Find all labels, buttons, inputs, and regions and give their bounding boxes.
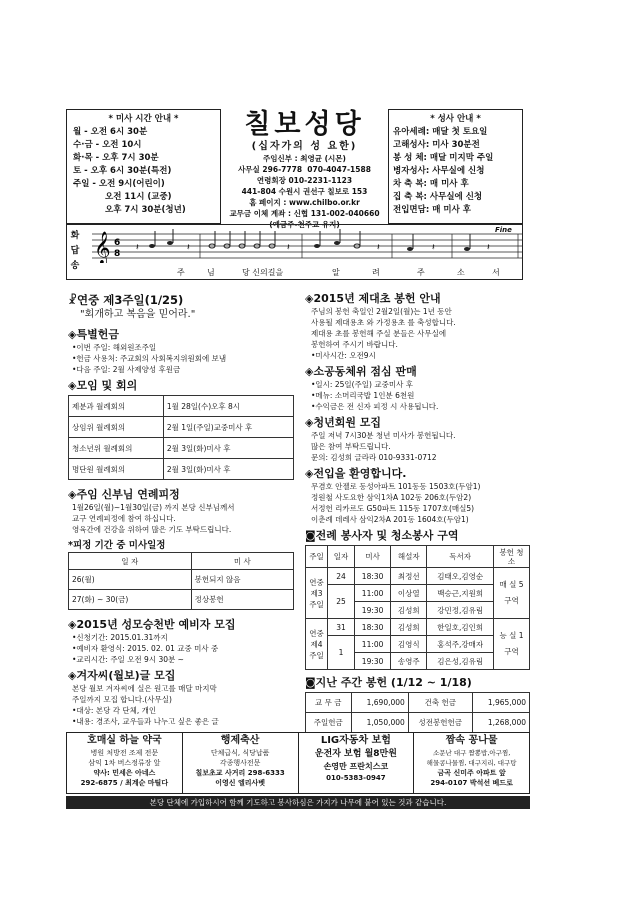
sale-title: ◈소공동체위 점심 판매 [305,365,417,378]
blessing-title: ◈2015년 제대초 봉헌 안내 [305,292,441,305]
ads-row [66,732,530,794]
svg-text:𝄞: 𝄞 [94,231,111,263]
office-phone: 사무실 296-7778 [238,165,303,174]
altar-table [305,545,530,670]
sacrament-box [388,109,523,224]
table-cell: 김태오,김영순 [427,568,494,585]
collection-line: •헌금 사용처: 주교회의 사회복지위원회에 보냄 [72,354,227,363]
table-row [69,570,294,590]
account: 교무금 이체 계좌 : 신협 131-002-040660 [229,209,380,218]
table-header: 봉헌 청소 [494,546,530,568]
lyric: 알 [332,268,340,277]
table-cell: 2월 3일(화)미사 후 [163,459,293,480]
collection-line: •다음 주일: 2월 사제양성 후원금 [72,365,181,374]
table-cell: 제분과 월례회의 [69,396,164,417]
sacrament-line: 봉 성 체: 매달 미지막 주일 [393,153,494,163]
table-cell: 18:30 [355,568,391,585]
retreat-line: 영육간에 건강을 위하여 많은 기도 부탁드립니다. [72,525,232,534]
sunday-title-text: 연중 제3주일(1/25) [77,293,184,307]
collection-title: ◈특별헌금 [68,328,119,341]
welcome-line: 정원철 사도요한 삼익1차A 102동 206호(두암2) [311,493,472,502]
hymn-box [66,224,523,280]
table-row [69,459,294,480]
welcome-line: 이춘례 데레사 삼익2차A 201동 1604호(두암1) [311,515,469,524]
table-cell: 강민정,김유림 [427,602,494,619]
ad-name: LIG자동차 보험 [320,735,391,746]
table-header: 미 사 [191,553,293,570]
blessing-line: •미사시간: 오전9시 [311,351,376,360]
table-cell: 1,268,000 [472,713,529,733]
left-column [68,292,296,727]
altar-title: ◙전례 봉사자 및 청소봉사 구역 [305,529,459,542]
ad-line: 칠보초교 사거리 298-6333 [195,769,285,777]
table-cell: 홍석주,강매자 [427,636,494,653]
meetings-title: ◈모임 및 회의 [68,379,138,392]
table-cell: 주일헌금 [306,713,352,733]
table-cell: 26(월) [69,570,192,590]
ad-line: 이영신 엘리사벳 [215,779,266,787]
table-cell: 24 [328,568,355,585]
retreat-line: 교구 연례피정에 참여 하십니다. [72,514,176,523]
lyric: 주 [177,268,185,277]
youth-line: 문의: 김성희 글라라 010-9331-0712 [311,453,437,462]
svg-text:𝄽: 𝄽 [432,243,435,253]
footer-banner: 본당 단체에 가입하시어 함께 기도하고 봉사하심은 가지가 나무에 붙어 있는 것과 같습니다. [66,796,530,809]
mass-line: 수·금 - 오전 10시 [73,140,142,150]
table-header: 일 자 [69,553,192,570]
table-cell: 1,690,000 [351,693,408,713]
table-header: 해설자 [391,546,427,568]
table-cell: 19:30 [355,653,391,670]
sacrament-line: 고해성사: 미사 30분전 [393,140,480,150]
table-row [69,590,294,610]
mustard-line: 본당 월보 겨자씨에 실은 원고를 매달 마지막 [72,684,217,693]
ad-name: 호매실 하늘 약국 [87,735,162,746]
youth-title: ◈청년회원 모집 [305,416,382,429]
address: 441-804 수원시 권선구 칠보로 153 [241,187,368,196]
hymn-label: 답 [70,246,80,256]
table-row [69,553,294,570]
blessing-line: 제대용 초를 봉헌해 주실 분들은 사무실에 [311,329,447,338]
account-holder: (예금주-천주교 유지) [269,220,340,229]
ad-line: 각종행사전문 [219,759,261,767]
church-subtitle: (십자가의 성 요한) [251,141,358,152]
table-cell: 성전봉헌헌금 [408,713,472,733]
homepage-link[interactable]: 홈 페이지 : www.chilbo.or.kr [249,198,360,207]
sacrament-line: 병자성사: 사무실에 신청 [393,166,485,176]
ad-line: 단체급식, 식당납품 [210,749,270,757]
retreat-subtitle: *피정 기간 중 미사일정 [68,540,166,551]
table-cell: 김성희 [391,619,427,636]
pilgrim-line: •예비자 환영식: 2015. 02. 01 교중 미사 중 [72,644,219,653]
table-cell: 25 [328,585,355,619]
table-cell: 매 실 5구역 [494,568,530,619]
mustard-line: 주일까지 모집 합니다.(사무실) [72,695,172,704]
welcome-line: 무겸호 안젤로 동성아파트 101동동 1503호(두암1) [311,482,481,491]
table-cell: 교 무 금 [306,693,352,713]
blessing-line: 주님의 봉헌 축일인 2월2일(월)는 1년 동안 [311,307,452,316]
table-cell: 1월 28일(수)오후 8시 [163,396,293,417]
ad-line: 병원 처방전 조제 전문 [90,749,159,757]
fax: 070-4047-1588 [307,165,371,174]
table-row [69,438,294,459]
ad-line: 소문난 대구 짬뽕밥,아구찜, [432,749,511,757]
blessing-line: 봉헌하여 주시기 바랍니다. [311,340,398,349]
table-cell: 1 [328,636,355,670]
table-cell: 1,050,000 [351,713,408,733]
table-cell: 31 [328,619,355,636]
pastor: 주임신부 : 최영균 (시몬) [263,154,346,163]
offering-title: ◙지난 주간 봉헌 (1/12 ~ 1/18) [305,676,472,689]
table-cell: 한일호,김인희 [427,619,494,636]
ad-line: 약사: 민세은 아네스 [93,769,156,777]
mass-times-box [66,109,221,224]
hymn-label: 화 [70,231,80,241]
lyric: 주 [417,268,425,277]
table-header: 일자 [328,546,355,568]
ad-line: 손영만 프란치스코 [323,762,389,771]
retreat-title: ◈주임 신부님 연례피정 [68,488,180,501]
ad-line: 294-0107 박석선 베드로 [430,779,513,787]
mass-line: 오후 7시 30분(청년) [105,205,186,215]
sale-line: •메뉴: 소머리국밥 1인분 6천원 [311,391,415,400]
table-row [69,417,294,438]
lyric: 려 [372,268,380,277]
contact: 연령회장 010-2231-1123 [256,176,353,185]
mass-line: 화·목 - 오후 7시 30분 [73,153,159,163]
pilgrim-line: •교리시간: 주일 오전 9시 30분 ~ [72,655,184,664]
ad-line: 292-6875 / 최계순 마틸다 [80,779,169,787]
church-header [221,109,388,229]
svg-text:𝄽: 𝄽 [136,243,139,253]
table-cell: 청소년위 월례회의 [69,438,164,459]
table-cell: 백승근,지원희 [427,585,494,602]
table-header: 미사 [355,546,391,568]
mass-line: 월 - 오전 6시 30분 [73,127,148,137]
ad-name: 행제축산 [220,735,260,746]
table-cell: 상임위 월례회의 [69,417,164,438]
table-cell: 정상봉헌 [191,590,293,610]
table-cell: 건축 헌금 [408,693,472,713]
table-row [306,619,530,636]
ad-line: 010-5383-0947 [326,774,386,782]
sacrament-title: * 성사 안내 * [430,114,481,124]
table-row [69,396,294,417]
pilgrim-title: ◈2015년 성모승천반 예비자 모집 [68,618,236,631]
table-cell: 김은성,김유림 [427,653,494,670]
ad-butcher [183,733,299,793]
table-cell: 김영식 [391,636,427,653]
table-row [306,713,530,733]
mass-line: 오전 11시 (교중) [105,192,172,202]
sunday-title: ☧연중 제3주일(1/25) [68,293,184,307]
table-row [306,693,530,713]
sunday-motto: "회개하고 복음을 믿어라." [80,309,196,320]
retreat-table [68,552,294,610]
table-header: 독서자 [427,546,494,568]
svg-text:𝄽: 𝄽 [187,243,190,253]
mustard-line: •내용: 경조사, 교우들과 나누고 싶은 좋은 글 [72,717,219,726]
youth-line: 많은 참여 부탁드립니다. [311,442,391,451]
sacrament-line: 유아세례: 매달 첫 토요일 [393,127,488,137]
ad-restaurant [414,733,529,793]
sacrament-line: 집 축 복: 사무실에 신청 [393,192,483,202]
lyric: 님 [207,268,215,277]
table-cell: 27(화) ~ 30(금) [69,590,192,610]
ad-line: 금곡 신미주 아파트 앞 [437,769,506,777]
welcome-line: 서정헌 리카르도 G50파트 115동 1707호(매실5) [311,504,475,513]
lyric: 서 [492,268,500,277]
retreat-line: 1월26일(월)~1월30일(금) 까지 본당 신부님께서 [72,503,235,512]
table-cell: 최정선 [391,568,427,585]
table-cell: 18:30 [355,619,391,636]
music-staff [92,229,522,263]
collection-line: •이번 주일: 해외원조주일 [72,343,157,352]
lyric: 소 [457,268,465,277]
table-cell: 11:00 [355,585,391,602]
sacrament-line: 전입면담: 매 미사 후 [393,205,471,215]
mass-title: * 미사 시간 안내 * [108,114,179,124]
table-cell: 이상열 [391,585,427,602]
lyric: 당 신의길을 [242,268,284,277]
ad-name: 짬속 꽁나물 [445,735,498,746]
svg-text:𝄽: 𝄽 [487,243,490,253]
sale-line: •수익금은 전 신자 피정 시 사용됩니다. [311,402,439,411]
ad-line: 해물콩나물찜, 대구지리, 대구탕 [426,759,517,767]
youth-line: 주일 저녁 7시30분 청년 미사가 봉헌됩니다. [311,431,456,440]
ad-line: 운전자 보험 월8만원 [314,749,397,759]
table-cell: 송영주 [391,653,427,670]
table-cell: 19:30 [355,602,391,619]
table-cell: 명단원 월례회의 [69,459,164,480]
table-cell: 연중 제3 주일 [306,568,328,619]
table-header: 주일 [306,546,328,568]
svg-text:𝄽: 𝄽 [287,243,290,253]
right-column [305,290,530,733]
sale-line: •일시: 25일(주일) 교중미사 후 [311,380,413,389]
offering-table [305,692,530,733]
mustard-line: •대상: 본당 각 단체, 개인 [72,706,157,715]
welcome-title: ◈전입을 환영합니다. [305,467,407,480]
mustard-title: ◈겨자씨(월보)글 모집 [68,669,176,682]
mass-line: 토 - 오후 6시 30분(특전) [73,166,172,176]
table-cell: 2월 1일(주일)교중미사 후 [163,417,293,438]
pilgrim-line: •신청기간: 2015.01.31까지 [72,633,168,642]
hymn-label: 송 [70,261,80,271]
table-cell: 김성희 [391,602,427,619]
blessing-line: 사용될 제대용초 와 가정용초 를 축성합니다. [311,318,456,327]
table-cell: 능 실 1구역 [494,619,530,670]
ad-pharmacy [67,733,183,793]
mass-line: 주일 - 오전 9시(어린이) [73,179,165,189]
ad-line: 삼익 1차 버스정류장 앞 [88,759,161,767]
svg-text:8: 8 [114,249,121,259]
table-row [306,568,530,585]
table-cell: 2월 3일(화)미사 후 [163,438,293,459]
church-name: 칠보성당 [244,109,365,140]
svg-text:𝄽: 𝄽 [377,243,380,253]
table-row [306,546,530,568]
sacrament-line: 차 축 복: 매 미사 후 [393,179,469,189]
hymn-fine: Fine [495,226,512,234]
table-cell: 연중 제4 주일 [306,619,328,670]
meetings-table [68,395,294,480]
ad-insurance [299,733,415,793]
table-cell: 11:00 [355,636,391,653]
svg-text:6: 6 [114,238,121,248]
table-cell: 봉헌되지 않음 [191,570,293,590]
table-cell: 1,965,000 [472,693,529,713]
